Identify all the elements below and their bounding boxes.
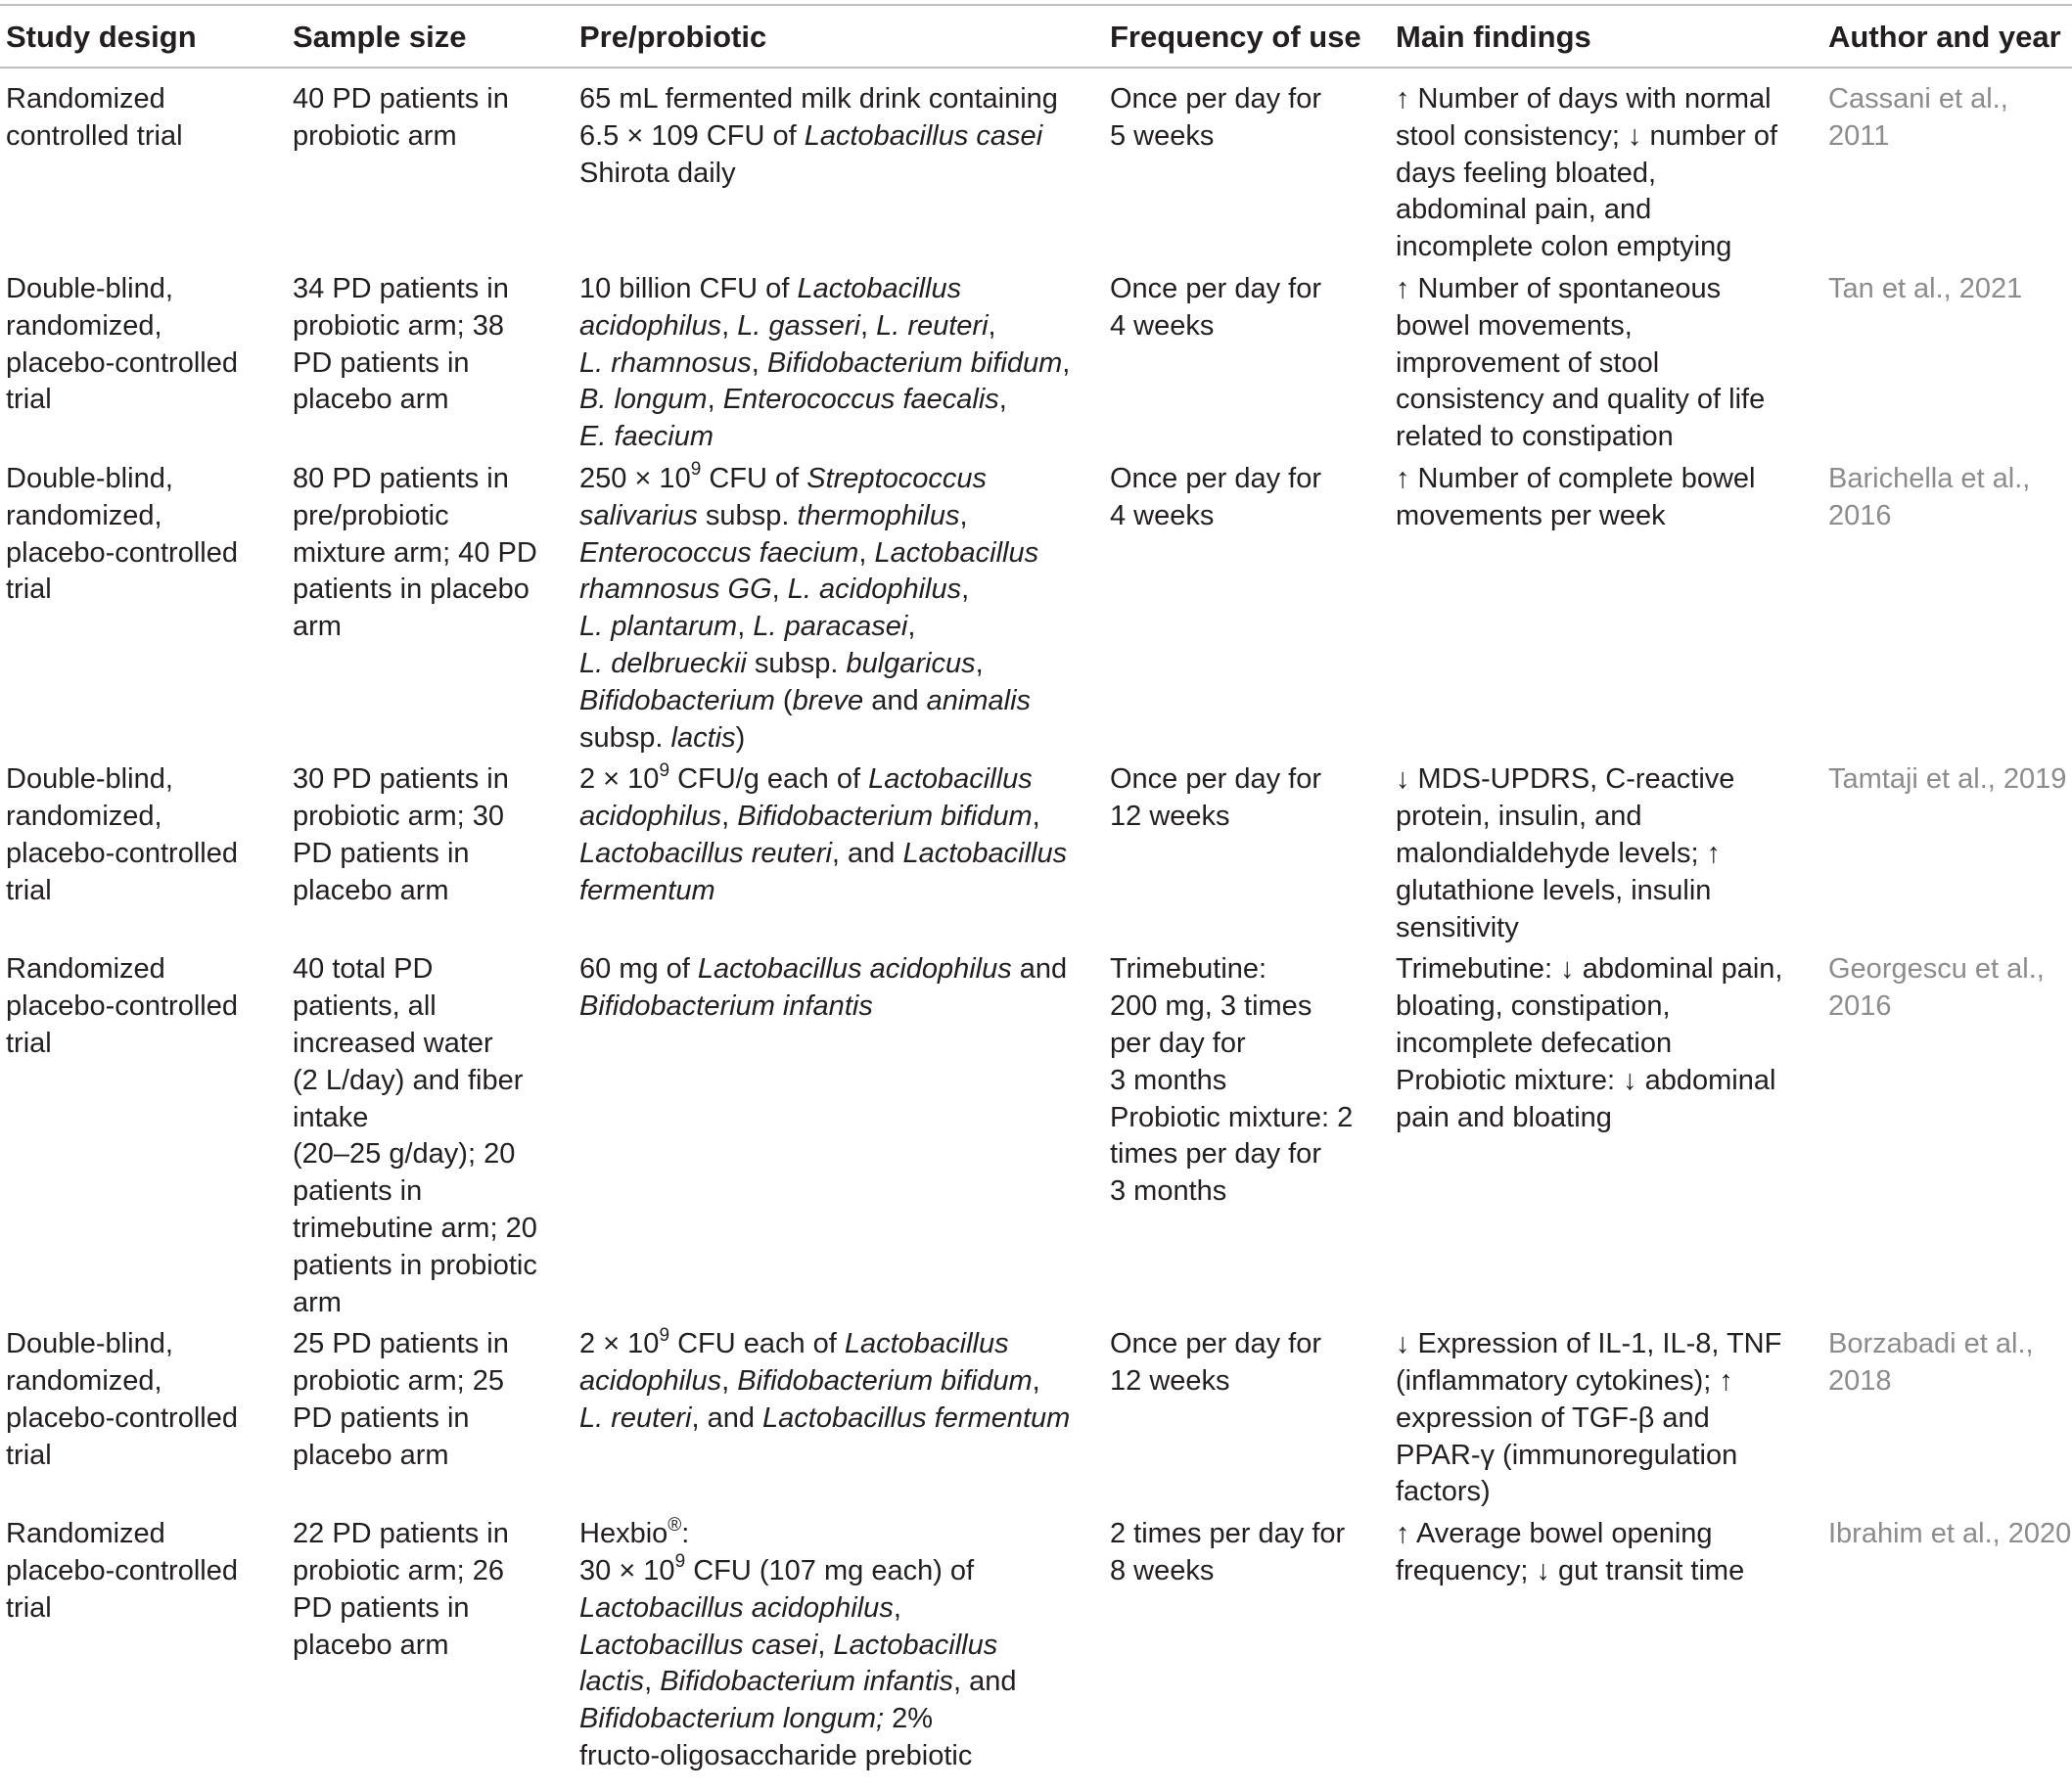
probiotic-text: ,: [998, 384, 1007, 416]
probiotic-text: subsp.: [579, 721, 664, 754]
cell-pre-probiotic: [574, 68, 1104, 271]
probiotic-text: ,: [893, 1591, 901, 1624]
cell-study-design: Randomized placebo-controlled trial: [6, 1518, 238, 1624]
cell-frequency-of-use: 2 times per day for 8 weeks: [1110, 1518, 1346, 1587]
probiotic-text: CFU of: [701, 462, 807, 494]
cell-main-findings: ↓ MDS-UPDRS, C-reactive protein, insulin, and malondialdehyde levels; ↑ glutathione levels, insulin sensitivity: [1396, 763, 1735, 943]
probiotic-text: ,: [737, 611, 754, 643]
cell-study-design: Double-blind, randomized, placebo-controlled trial: [6, 1328, 238, 1471]
italic-taxon-text: L. delbrueckii: [579, 647, 747, 679]
studies-table: [0, 6, 2072, 1780]
probiotic-text: , and: [691, 1401, 763, 1434]
cell-author-and-year: Barichella et al., 2016: [1828, 462, 2031, 531]
italic-taxon-text: Lactobacillus casei: [804, 119, 1043, 152]
italic-taxon-text: L. gasseri: [737, 309, 860, 342]
probiotic-text: 10 billion CFU of: [579, 272, 798, 304]
italic-taxon-text: Lactobacillus rhamnosus GG: [579, 536, 1039, 606]
italic-taxon-text: Enterococcus faecium: [579, 536, 859, 569]
probiotic-text: ,: [975, 647, 984, 679]
cell-sample-size: 80 PD patients in pre/probiotic mixture arm; 40 PD patients in placebo arm: [293, 462, 537, 643]
table-row: [0, 761, 2072, 951]
italic-taxon-text: Lactobacillus acidophilus: [579, 763, 1033, 833]
italic-taxon-text: Bifidobacterium infantis: [579, 990, 873, 1023]
italic-taxon-text: Lactobacillus acidophilus: [697, 953, 1012, 986]
table-row: [0, 1326, 2072, 1516]
cell-main-findings: ↑ Average bowel opening frequency; ↓ gut transit time: [1396, 1518, 1745, 1587]
italic-taxon-text: L. reuteri: [579, 1401, 692, 1434]
probiotic-text: ,: [751, 346, 767, 379]
probiotic-text: Shirota daily: [579, 157, 736, 189]
cell-pre-probiotic: [574, 1326, 1104, 1516]
cell-pre-probiotic: [574, 1516, 1104, 1780]
italic-taxon-text: L. reuteri: [876, 309, 989, 342]
probiotic-text: CFU (107 mg each) of: [693, 1555, 975, 1587]
probiotic-text: ,: [988, 309, 996, 342]
cell-frequency-of-use: Once per day for 4 weeks: [1110, 462, 1321, 531]
probiotic-text: ,: [959, 499, 968, 531]
probiotic-text: , and: [953, 1666, 1017, 1698]
italic-taxon-text: bulgaricus: [846, 647, 976, 679]
italic-taxon-text: Lactobacillus acidophilus: [579, 272, 962, 342]
cell-sample-size: 40 PD patients in probiotic arm: [293, 83, 509, 152]
italic-taxon-text: Lactobacillus fermentum: [762, 1401, 1071, 1434]
cell-author-and-year: Borzabadi et al., 2018: [1828, 1328, 2034, 1398]
header-sample-size: Sample size: [293, 20, 467, 54]
italic-taxon-text: Lactobacillus casei: [579, 1629, 818, 1661]
cell-pre-probiotic: [574, 951, 1104, 1326]
superscript-text: 9: [690, 459, 702, 481]
italic-taxon-text: L. paracasei: [753, 611, 908, 643]
table-header-row: [0, 6, 2072, 68]
probiotic-text: CFU each of: [669, 1328, 845, 1360]
probiotic-text: 250 × 10: [579, 462, 691, 494]
cell-frequency-of-use: Once per day for 5 weeks: [1110, 83, 1321, 152]
cell-main-findings: ↑ Number of complete bowel movements per week: [1396, 462, 1756, 531]
superscript-text: 9: [659, 1324, 670, 1346]
cell-author-and-year: Tan et al., 2021: [1828, 272, 2023, 304]
italic-taxon-text: L. acidophilus: [787, 574, 962, 606]
probiotic-text: 2 × 10: [579, 763, 660, 796]
probiotic-text: 60 mg of: [579, 953, 698, 986]
probiotic-text: ): [735, 721, 746, 754]
probiotic-text: CFU/g each of: [669, 763, 869, 796]
table-row: [0, 1516, 2072, 1780]
cell-main-findings: Trimebutine: ↓ abdominal pain, bloating, constipation, incomplete defecation Probiotic mixture: ↓ abdominal pain and bloating: [1396, 953, 1783, 1133]
header-pre-probiotic: Pre/probiotic: [579, 20, 767, 54]
italic-taxon-text: Bifidobacterium bifidum: [737, 801, 1033, 833]
probiotic-text: and: [863, 684, 927, 716]
table-row: [0, 461, 2072, 761]
probiotic-text: ,: [858, 536, 875, 569]
italic-taxon-text: Lactobacillus fermentum: [579, 837, 1068, 906]
cell-sample-size: 25 PD patients in probiotic arm; 25 PD patients in placebo arm: [293, 1328, 509, 1471]
probiotic-text: subsp.: [746, 647, 847, 679]
table-row: [0, 951, 2072, 1326]
superscript-text: ®: [668, 1514, 682, 1536]
italic-taxon-text: L. rhamnosus: [579, 346, 752, 379]
italic-taxon-text: animalis: [926, 684, 1032, 716]
header-frequency-of-use: Frequency of use: [1110, 20, 1361, 54]
probiotic-text: ,: [721, 309, 738, 342]
cell-main-findings: ↓ Expression of IL-1, IL-8, TNF (inflammatory cytokines); ↑ expression of TGF-β and PPAR-γ (immunoregulation factors): [1396, 1328, 1782, 1508]
probiotic-text: : 30 × 10: [579, 1518, 690, 1587]
italic-taxon-text: Enterococcus faecalis: [722, 384, 999, 416]
cell-main-findings: ↑ Number of days with normal stool consistency; ↓ number of days feeling bloated, abdominal pain, and incomplete colon emptying: [1396, 83, 1778, 263]
cell-study-design: Double-blind, randomized, placebo-controlled trial: [6, 272, 238, 416]
cell-frequency-of-use: Once per day for 12 weeks: [1110, 1328, 1321, 1398]
probiotic-text: ,: [771, 574, 788, 606]
italic-taxon-text: Lactobacillus acidophilus: [579, 1591, 894, 1624]
probiotic-text: ,: [707, 384, 723, 416]
cell-sample-size: 30 PD patients in probiotic arm; 30 PD patients in placebo arm: [293, 763, 509, 906]
header-study-design: Study design: [6, 20, 197, 54]
cell-author-and-year: Cassani et al., 2011: [1828, 83, 2008, 152]
cell-study-design: Double-blind, randomized, placebo-controlled trial: [6, 462, 238, 606]
probiotic-text: ,: [817, 1629, 834, 1661]
italic-taxon-text: B. longum: [579, 384, 708, 416]
probiotic-text: and: [1019, 953, 1068, 986]
italic-taxon-text: E. faecium: [579, 421, 714, 453]
cell-sample-size: 34 PD patients in probiotic arm; 38 PD patients in placebo arm: [293, 272, 509, 416]
table-row: [0, 271, 2072, 461]
probiotic-text: 2 × 10: [579, 1328, 660, 1360]
italic-taxon-text: lactis: [670, 721, 736, 754]
probiotic-text: (: [774, 684, 793, 716]
cell-frequency-of-use: Once per day for 4 weeks: [1110, 272, 1321, 342]
italic-taxon-text: Bifidobacterium: [579, 684, 775, 716]
probiotic-text: ,: [1032, 801, 1040, 833]
probiotic-text: ,: [859, 309, 877, 342]
cell-pre-probiotic: [574, 761, 1104, 951]
cell-frequency-of-use: Trimebutine: 200 mg, 3 times per day for 3 months Probiotic mixture: 2 times per day for 3 months: [1110, 953, 1354, 1208]
italic-taxon-text: Lactobacillus lactis: [579, 1629, 998, 1698]
cell-author-and-year: Georgescu et al., 2016: [1828, 953, 2045, 1023]
superscript-text: 9: [659, 759, 670, 781]
cell-study-design: Randomized placebo-controlled trial: [6, 953, 238, 1059]
italic-taxon-text: Lactobacillus acidophilus: [579, 1328, 1009, 1398]
cell-pre-probiotic: [574, 271, 1104, 461]
header-main-findings: Main findings: [1396, 20, 1591, 54]
probiotic-text: ,: [961, 574, 970, 606]
cell-author-and-year: Ibrahim et al., 2020: [1828, 1518, 2072, 1550]
italic-taxon-text: breve: [792, 684, 864, 716]
cell-study-design: Double-blind, randomized, placebo-controlled trial: [6, 763, 238, 906]
cell-author-and-year: Tamtaji et al., 2019: [1828, 763, 2067, 796]
cell-frequency-of-use: Once per day for 12 weeks: [1110, 763, 1321, 833]
probiotic-text: 2% fructo-oligosaccharide prebiotic: [579, 1703, 973, 1772]
probiotic-text: ,: [644, 1666, 661, 1698]
probiotic-text: ,: [1032, 1365, 1040, 1398]
table-row: [0, 68, 2072, 271]
italic-taxon-text: L. plantarum: [579, 611, 738, 643]
italic-taxon-text: Bifidobacterium infantis: [660, 1666, 954, 1698]
probiotic-text: ,: [721, 801, 738, 833]
italic-taxon-text: Lactobacillus reuteri: [579, 837, 832, 869]
cell-study-design: Randomized controlled trial: [6, 83, 183, 152]
probiotic-text: Hexbio: [579, 1518, 668, 1550]
cell-sample-size: 22 PD patients in probiotic arm; 26 PD patients in placebo arm: [293, 1518, 509, 1661]
italic-taxon-text: Bifidobacterium bifidum: [737, 1365, 1033, 1398]
probiotic-text: ,: [721, 1365, 738, 1398]
italic-taxon-text: Bifidobacterium longum;: [579, 1703, 885, 1735]
italic-taxon-text: Streptococcus salivarius: [579, 462, 988, 531]
header-author-and-year: Author and year: [1828, 20, 2061, 54]
probiotic-text: 65 mL fermented milk drink containing 6.5 × 109 CFU of: [579, 83, 1058, 152]
italic-taxon-text: thermophilus: [797, 499, 960, 531]
probiotic-text: ,: [907, 611, 916, 643]
probiotic-text: , and: [831, 837, 903, 869]
cell-pre-probiotic: [574, 461, 1104, 761]
cell-main-findings: ↑ Number of spontaneous bowel movements, improvement of stool consistency and quality of life related to constipation: [1396, 272, 1766, 453]
probiotic-text: subsp.: [697, 499, 798, 531]
italic-taxon-text: Bifidobacterium bifidum: [766, 346, 1063, 379]
cell-sample-size: 40 total PD patients, all increased water (2 L/day) and fiber intake (20–25 g/day); 20 patients in trimebutine arm; 20 patients in probiotic arm: [293, 953, 537, 1318]
table-body: [0, 68, 2072, 1780]
superscript-text: 9: [674, 1551, 686, 1573]
probiotic-text: ,: [1062, 346, 1071, 379]
